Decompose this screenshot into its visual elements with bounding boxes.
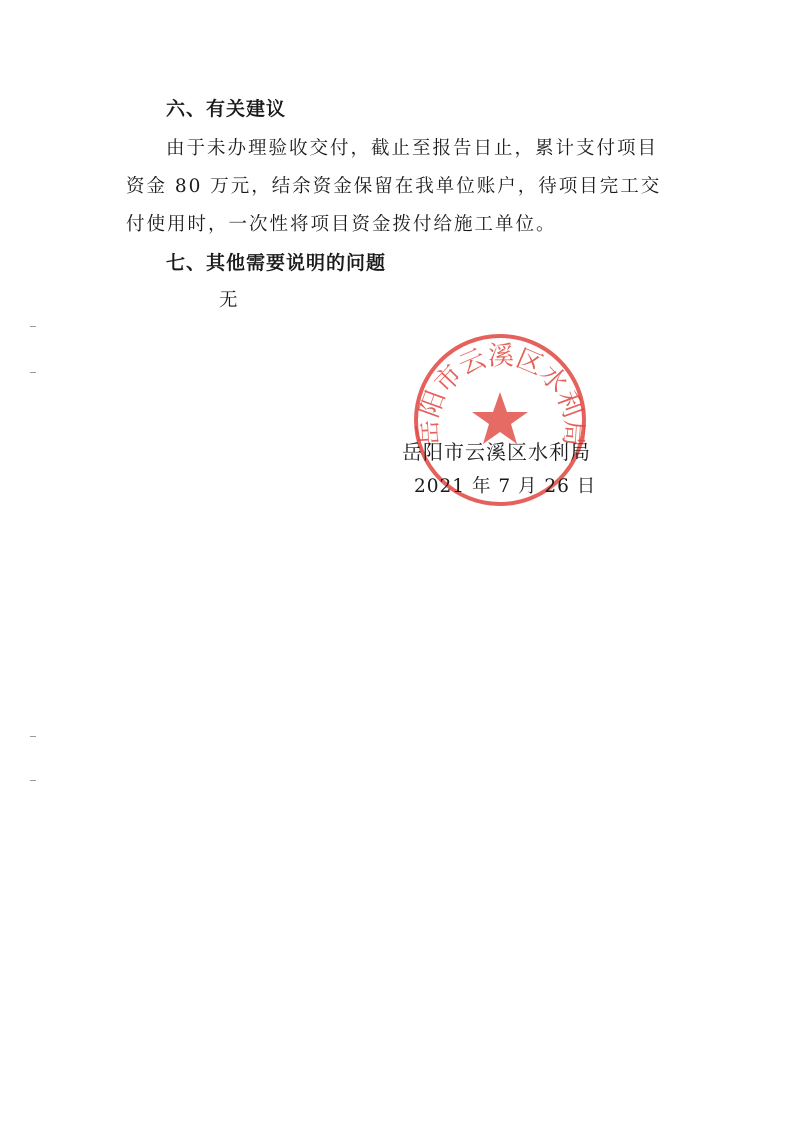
scan-mark — [30, 736, 36, 737]
issue-date: 2021 年 7 月 26 日 — [414, 476, 597, 497]
scan-mark — [30, 780, 36, 781]
scan-mark — [30, 372, 36, 373]
seal-text: 岳阳市云溪区水利局 — [413, 341, 589, 447]
scan-mark — [30, 326, 36, 327]
section-6-line-3: 付使用时，一次性将项目资金拨付给施工单位。 — [126, 214, 557, 235]
section-6-line-2: 资金 80 万元，结余资金保留在我单位账户，待项目完工交 — [126, 176, 662, 197]
section-7-content: 无 — [219, 290, 238, 311]
section-6-line-1: 由于未办理验收交付，截止至报告日止，累计支付项目 — [166, 138, 659, 159]
section-6-heading: 六、有关建议 — [166, 98, 287, 120]
section-7-heading: 七、其他需要说明的问题 — [166, 252, 387, 274]
issuing-organization: 岳阳市云溪区水利局 — [402, 440, 591, 464]
